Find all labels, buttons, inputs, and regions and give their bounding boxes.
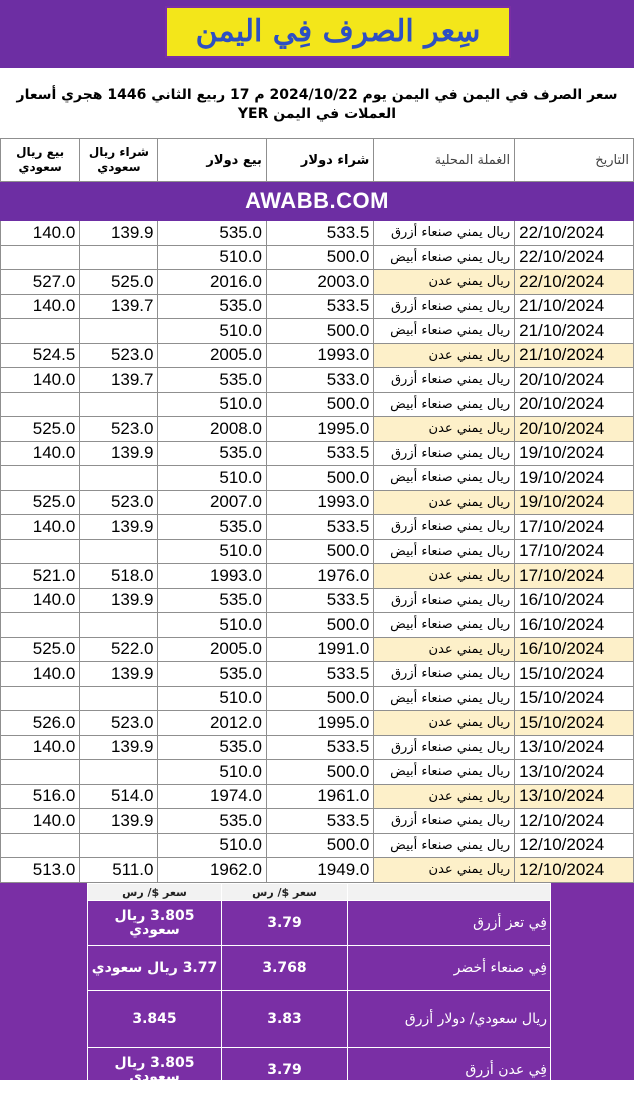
cell-sell-sar: 140.0	[1, 368, 80, 393]
cell-currency: ريال يمني صنعاء أزرق	[374, 735, 515, 760]
cell-date: 21/10/2024	[515, 294, 634, 319]
cell-buy-dollar: 533.5	[266, 588, 373, 613]
cell-buy-sar: 514.0	[80, 784, 158, 809]
cell-sell-sar: 140.0	[1, 294, 80, 319]
cell-sell-dollar: 510.0	[158, 319, 266, 344]
cell-date: 16/10/2024	[515, 637, 634, 662]
cell-date: 17/10/2024	[515, 539, 634, 564]
cell-buy-sar: 518.0	[80, 564, 158, 589]
cell-date: 12/10/2024	[515, 809, 634, 834]
table-row	[1, 760, 634, 785]
cell-date: 19/10/2024	[515, 490, 634, 515]
cell-buy-sar: 139.9	[80, 588, 158, 613]
cell-buy-sar: 139.7	[80, 294, 158, 319]
cell-sell-sar: 521.0	[1, 564, 80, 589]
cell-buy-sar: 139.7	[80, 368, 158, 393]
cell-buy-dollar: 533.5	[266, 441, 373, 466]
table-row	[1, 221, 634, 246]
table-row	[1, 564, 634, 589]
cell-sell-dollar: 510.0	[158, 613, 266, 638]
cell-sell-sar: 526.0	[1, 711, 80, 736]
table-row	[1, 245, 634, 270]
cell-buy-sar	[80, 613, 158, 638]
cell-sell-dollar: 535.0	[158, 735, 266, 760]
cell-sell-dollar: 535.0	[158, 515, 266, 540]
cell-buy-dollar: 1976.0	[266, 564, 373, 589]
table-row	[1, 417, 634, 442]
footer-location: ريال سعودي/ دولار أزرق	[348, 991, 551, 1048]
cell-date: 15/10/2024	[515, 662, 634, 687]
cell-buy-sar	[80, 760, 158, 785]
cell-sell-dollar: 2007.0	[158, 490, 266, 515]
cell-currency: ريال يمني صنعاء أبيض	[374, 833, 515, 858]
cell-date: 13/10/2024	[515, 760, 634, 785]
cell-buy-sar: 139.9	[80, 735, 158, 760]
cell-sell-sar: 140.0	[1, 441, 80, 466]
cell-buy-sar: 511.0	[80, 858, 158, 883]
cell-date: 21/10/2024	[515, 343, 634, 368]
footer-rate2: 3.845	[88, 991, 222, 1048]
cell-date: 15/10/2024	[515, 686, 634, 711]
header-date: التاريخ	[515, 139, 634, 182]
title-box	[165, 6, 511, 58]
footer-rate2: 3.805 ريال سعودي	[88, 1048, 222, 1093]
cell-sell-sar: 524.5	[1, 343, 80, 368]
cell-sell-dollar: 1993.0	[158, 564, 266, 589]
cell-currency: ريال يمني صنعاء أبيض	[374, 686, 515, 711]
table-row	[1, 539, 634, 564]
cell-buy-sar: 139.9	[80, 809, 158, 834]
footer-rate2: 3.805 ريال سعودي	[88, 901, 222, 946]
cell-buy-sar	[80, 539, 158, 564]
cell-currency: ريال يمني صنعاء أزرق	[374, 294, 515, 319]
cell-date: 13/10/2024	[515, 735, 634, 760]
cell-sell-sar: 140.0	[1, 809, 80, 834]
cell-buy-sar	[80, 686, 158, 711]
footer-header-rate2: سعر $/ رس	[88, 884, 222, 901]
cell-sell-sar	[1, 760, 80, 785]
cell-sell-sar	[1, 392, 80, 417]
footer-rate1: 3.768	[222, 946, 348, 991]
cell-currency: ريال يمني صنعاء أزرق	[374, 588, 515, 613]
cell-sell-sar	[1, 466, 80, 491]
cell-buy-sar	[80, 833, 158, 858]
cell-buy-dollar: 533.0	[266, 368, 373, 393]
cell-sell-dollar: 510.0	[158, 392, 266, 417]
cell-date: 16/10/2024	[515, 588, 634, 613]
cell-sell-sar: 513.0	[1, 858, 80, 883]
cell-currency: ريال يمني صنعاء أبيض	[374, 466, 515, 491]
cell-buy-dollar: 1961.0	[266, 784, 373, 809]
cell-sell-dollar: 2005.0	[158, 343, 266, 368]
cell-buy-dollar: 500.0	[266, 613, 373, 638]
table-row	[1, 441, 634, 466]
cell-sell-sar: 525.0	[1, 490, 80, 515]
cell-sell-dollar: 510.0	[158, 466, 266, 491]
cell-date: 20/10/2024	[515, 392, 634, 417]
cell-buy-dollar: 500.0	[266, 539, 373, 564]
banner-row	[1, 182, 634, 221]
cell-buy-sar: 523.0	[80, 711, 158, 736]
table-row	[1, 809, 634, 834]
cell-currency: ريال يمني عدن	[374, 490, 515, 515]
cell-sell-dollar: 535.0	[158, 221, 266, 246]
cell-buy-dollar: 2003.0	[266, 270, 373, 295]
cell-sell-sar	[1, 613, 80, 638]
table-row	[1, 588, 634, 613]
footer-row	[88, 1048, 551, 1093]
cell-sell-dollar: 2008.0	[158, 417, 266, 442]
cell-sell-sar	[1, 319, 80, 344]
cell-sell-sar	[1, 833, 80, 858]
cell-buy-sar	[80, 392, 158, 417]
cell-sell-dollar: 1974.0	[158, 784, 266, 809]
table-row	[1, 858, 634, 883]
cell-date: 13/10/2024	[515, 784, 634, 809]
cell-sell-dollar: 510.0	[158, 539, 266, 564]
header-sell-sar: بيع ريال سعودي	[1, 139, 80, 182]
cell-date: 20/10/2024	[515, 368, 634, 393]
footer-header-blank	[348, 884, 551, 901]
cell-sell-dollar: 2016.0	[158, 270, 266, 295]
cell-sell-dollar: 535.0	[158, 588, 266, 613]
cell-date: 16/10/2024	[515, 613, 634, 638]
cell-buy-dollar: 1993.0	[266, 490, 373, 515]
table-row	[1, 784, 634, 809]
cell-buy-dollar: 1993.0	[266, 343, 373, 368]
cell-sell-dollar: 2012.0	[158, 711, 266, 736]
cell-buy-sar	[80, 245, 158, 270]
cell-sell-sar	[1, 539, 80, 564]
cell-date: 12/10/2024	[515, 833, 634, 858]
footer-location: فِي صنعاء أخضر	[348, 946, 551, 991]
table-row	[1, 515, 634, 540]
cell-currency: ريال يمني صنعاء أزرق	[374, 441, 515, 466]
cell-buy-sar: 523.0	[80, 343, 158, 368]
table-row	[1, 711, 634, 736]
cell-sell-sar: 140.0	[1, 588, 80, 613]
cell-sell-sar: 525.0	[1, 417, 80, 442]
cell-date: 15/10/2024	[515, 711, 634, 736]
table-row	[1, 613, 634, 638]
cell-buy-dollar: 500.0	[266, 686, 373, 711]
cell-date: 22/10/2024	[515, 270, 634, 295]
table-row	[1, 637, 634, 662]
cell-sell-sar	[1, 686, 80, 711]
header-sell-dollar: بيع دولار	[158, 139, 266, 182]
cell-currency: ريال يمني صنعاء أزرق	[374, 662, 515, 687]
footer-row	[88, 946, 551, 991]
cell-buy-dollar: 500.0	[266, 760, 373, 785]
cell-buy-dollar: 500.0	[266, 245, 373, 270]
footer-header-row	[88, 884, 551, 901]
cell-currency: ريال يمني صنعاء أبيض	[374, 392, 515, 417]
cell-sell-dollar: 535.0	[158, 809, 266, 834]
cell-date: 22/10/2024	[515, 245, 634, 270]
cell-sell-sar: 527.0	[1, 270, 80, 295]
header-buy-dollar: شراء دولار	[266, 139, 373, 182]
table-row	[1, 343, 634, 368]
cell-currency: ريال يمني عدن	[374, 858, 515, 883]
cell-buy-sar	[80, 466, 158, 491]
page-title: سِعر الصرف فِي اليمن	[195, 14, 481, 49]
header-currency: الغملة المحلية	[374, 139, 515, 182]
table-row	[1, 662, 634, 687]
header-buy-sar: شراء ريال سعودي	[80, 139, 158, 182]
cell-sell-sar: 140.0	[1, 221, 80, 246]
table-row	[1, 686, 634, 711]
footer-location: فِي تعز أزرق	[348, 901, 551, 946]
cell-currency: ريال يمني عدن	[374, 343, 515, 368]
cell-buy-dollar: 500.0	[266, 466, 373, 491]
cell-currency: ريال يمني صنعاء أزرق	[374, 515, 515, 540]
cell-currency: ريال يمني صنعاء أبيض	[374, 245, 515, 270]
table-row	[1, 490, 634, 515]
cell-buy-dollar: 500.0	[266, 392, 373, 417]
cell-currency: ريال يمني صنعاء أزرق	[374, 221, 515, 246]
cell-buy-sar: 522.0	[80, 637, 158, 662]
footer-rate1: 3.79	[222, 1048, 348, 1093]
cell-sell-sar	[1, 245, 80, 270]
footer-location: فِي عدن أزرق	[348, 1048, 551, 1093]
cell-buy-dollar: 533.5	[266, 515, 373, 540]
rates-table	[0, 138, 634, 883]
table-header-row	[1, 139, 634, 182]
cell-buy-sar: 139.9	[80, 515, 158, 540]
table-row	[1, 466, 634, 491]
cell-sell-dollar: 2005.0	[158, 637, 266, 662]
cell-sell-dollar: 1962.0	[158, 858, 266, 883]
cell-date: 22/10/2024	[515, 221, 634, 246]
footer-rate2: 3.77 ريال سعودي	[88, 946, 222, 991]
cell-currency: ريال يمني عدن	[374, 270, 515, 295]
cell-buy-dollar: 1991.0	[266, 637, 373, 662]
table-row	[1, 735, 634, 760]
cell-buy-dollar: 533.5	[266, 221, 373, 246]
table-row	[1, 319, 634, 344]
cell-buy-dollar: 1995.0	[266, 417, 373, 442]
cell-currency: ريال يمني صنعاء أبيض	[374, 760, 515, 785]
cell-date: 12/10/2024	[515, 858, 634, 883]
table-row	[1, 368, 634, 393]
cell-buy-dollar: 1995.0	[266, 711, 373, 736]
cell-currency: ريال يمني عدن	[374, 564, 515, 589]
cell-sell-sar: 140.0	[1, 662, 80, 687]
table-row	[1, 294, 634, 319]
cell-sell-dollar: 535.0	[158, 662, 266, 687]
cell-buy-sar: 525.0	[80, 270, 158, 295]
cell-buy-dollar: 500.0	[266, 319, 373, 344]
cell-buy-sar: 523.0	[80, 490, 158, 515]
cell-sell-sar: 516.0	[1, 784, 80, 809]
cell-date: 17/10/2024	[515, 515, 634, 540]
footer-rate1: 3.79	[222, 901, 348, 946]
footer-header-rate1: سعر $/ رس	[222, 884, 348, 901]
footer-row	[88, 901, 551, 946]
page-subtitle: سعر الصرف في اليمن في اليمن يوم 2024/10/22 م 17 ربيع الثاني 1446 هجري أسعار العملات في اليمن YER	[16, 87, 618, 122]
cell-currency: ريال يمني صنعاء أبيض	[374, 319, 515, 344]
footer-rate1: 3.83	[222, 991, 348, 1048]
cell-buy-sar	[80, 319, 158, 344]
table-row	[1, 392, 634, 417]
footer-rates-table	[87, 883, 551, 1093]
cell-buy-dollar: 533.5	[266, 809, 373, 834]
table-row	[1, 270, 634, 295]
cell-date: 19/10/2024	[515, 441, 634, 466]
cell-currency: ريال يمني صنعاء أبيض	[374, 539, 515, 564]
cell-currency: ريال يمني صنعاء أزرق	[374, 368, 515, 393]
cell-buy-dollar: 533.5	[266, 735, 373, 760]
cell-sell-sar: 140.0	[1, 735, 80, 760]
footer-row	[88, 991, 551, 1048]
cell-buy-dollar: 1949.0	[266, 858, 373, 883]
cell-buy-dollar: 533.5	[266, 294, 373, 319]
cell-buy-sar: 139.9	[80, 662, 158, 687]
site-banner: AWABB.COM	[1, 182, 634, 221]
cell-sell-dollar: 535.0	[158, 294, 266, 319]
cell-sell-sar: 140.0	[1, 515, 80, 540]
cell-date: 21/10/2024	[515, 319, 634, 344]
cell-currency: ريال يمني عدن	[374, 711, 515, 736]
cell-sell-dollar: 510.0	[158, 245, 266, 270]
cell-buy-dollar: 533.5	[266, 662, 373, 687]
cell-buy-sar: 523.0	[80, 417, 158, 442]
cell-sell-dollar: 510.0	[158, 833, 266, 858]
cell-date: 19/10/2024	[515, 466, 634, 491]
cell-date: 20/10/2024	[515, 417, 634, 442]
cell-sell-sar: 525.0	[1, 637, 80, 662]
cell-date: 17/10/2024	[515, 564, 634, 589]
cell-currency: ريال يمني عدن	[374, 784, 515, 809]
cell-buy-sar: 139.9	[80, 441, 158, 466]
table-row	[1, 833, 634, 858]
cell-buy-dollar: 500.0	[266, 833, 373, 858]
cell-buy-sar: 139.9	[80, 221, 158, 246]
cell-sell-dollar: 535.0	[158, 441, 266, 466]
cell-sell-dollar: 535.0	[158, 368, 266, 393]
cell-currency: ريال يمني صنعاء أزرق	[374, 809, 515, 834]
cell-sell-dollar: 510.0	[158, 760, 266, 785]
cell-currency: ريال يمني عدن	[374, 417, 515, 442]
cell-currency: ريال يمني صنعاء أبيض	[374, 613, 515, 638]
cell-sell-dollar: 510.0	[158, 686, 266, 711]
cell-currency: ريال يمني عدن	[374, 637, 515, 662]
